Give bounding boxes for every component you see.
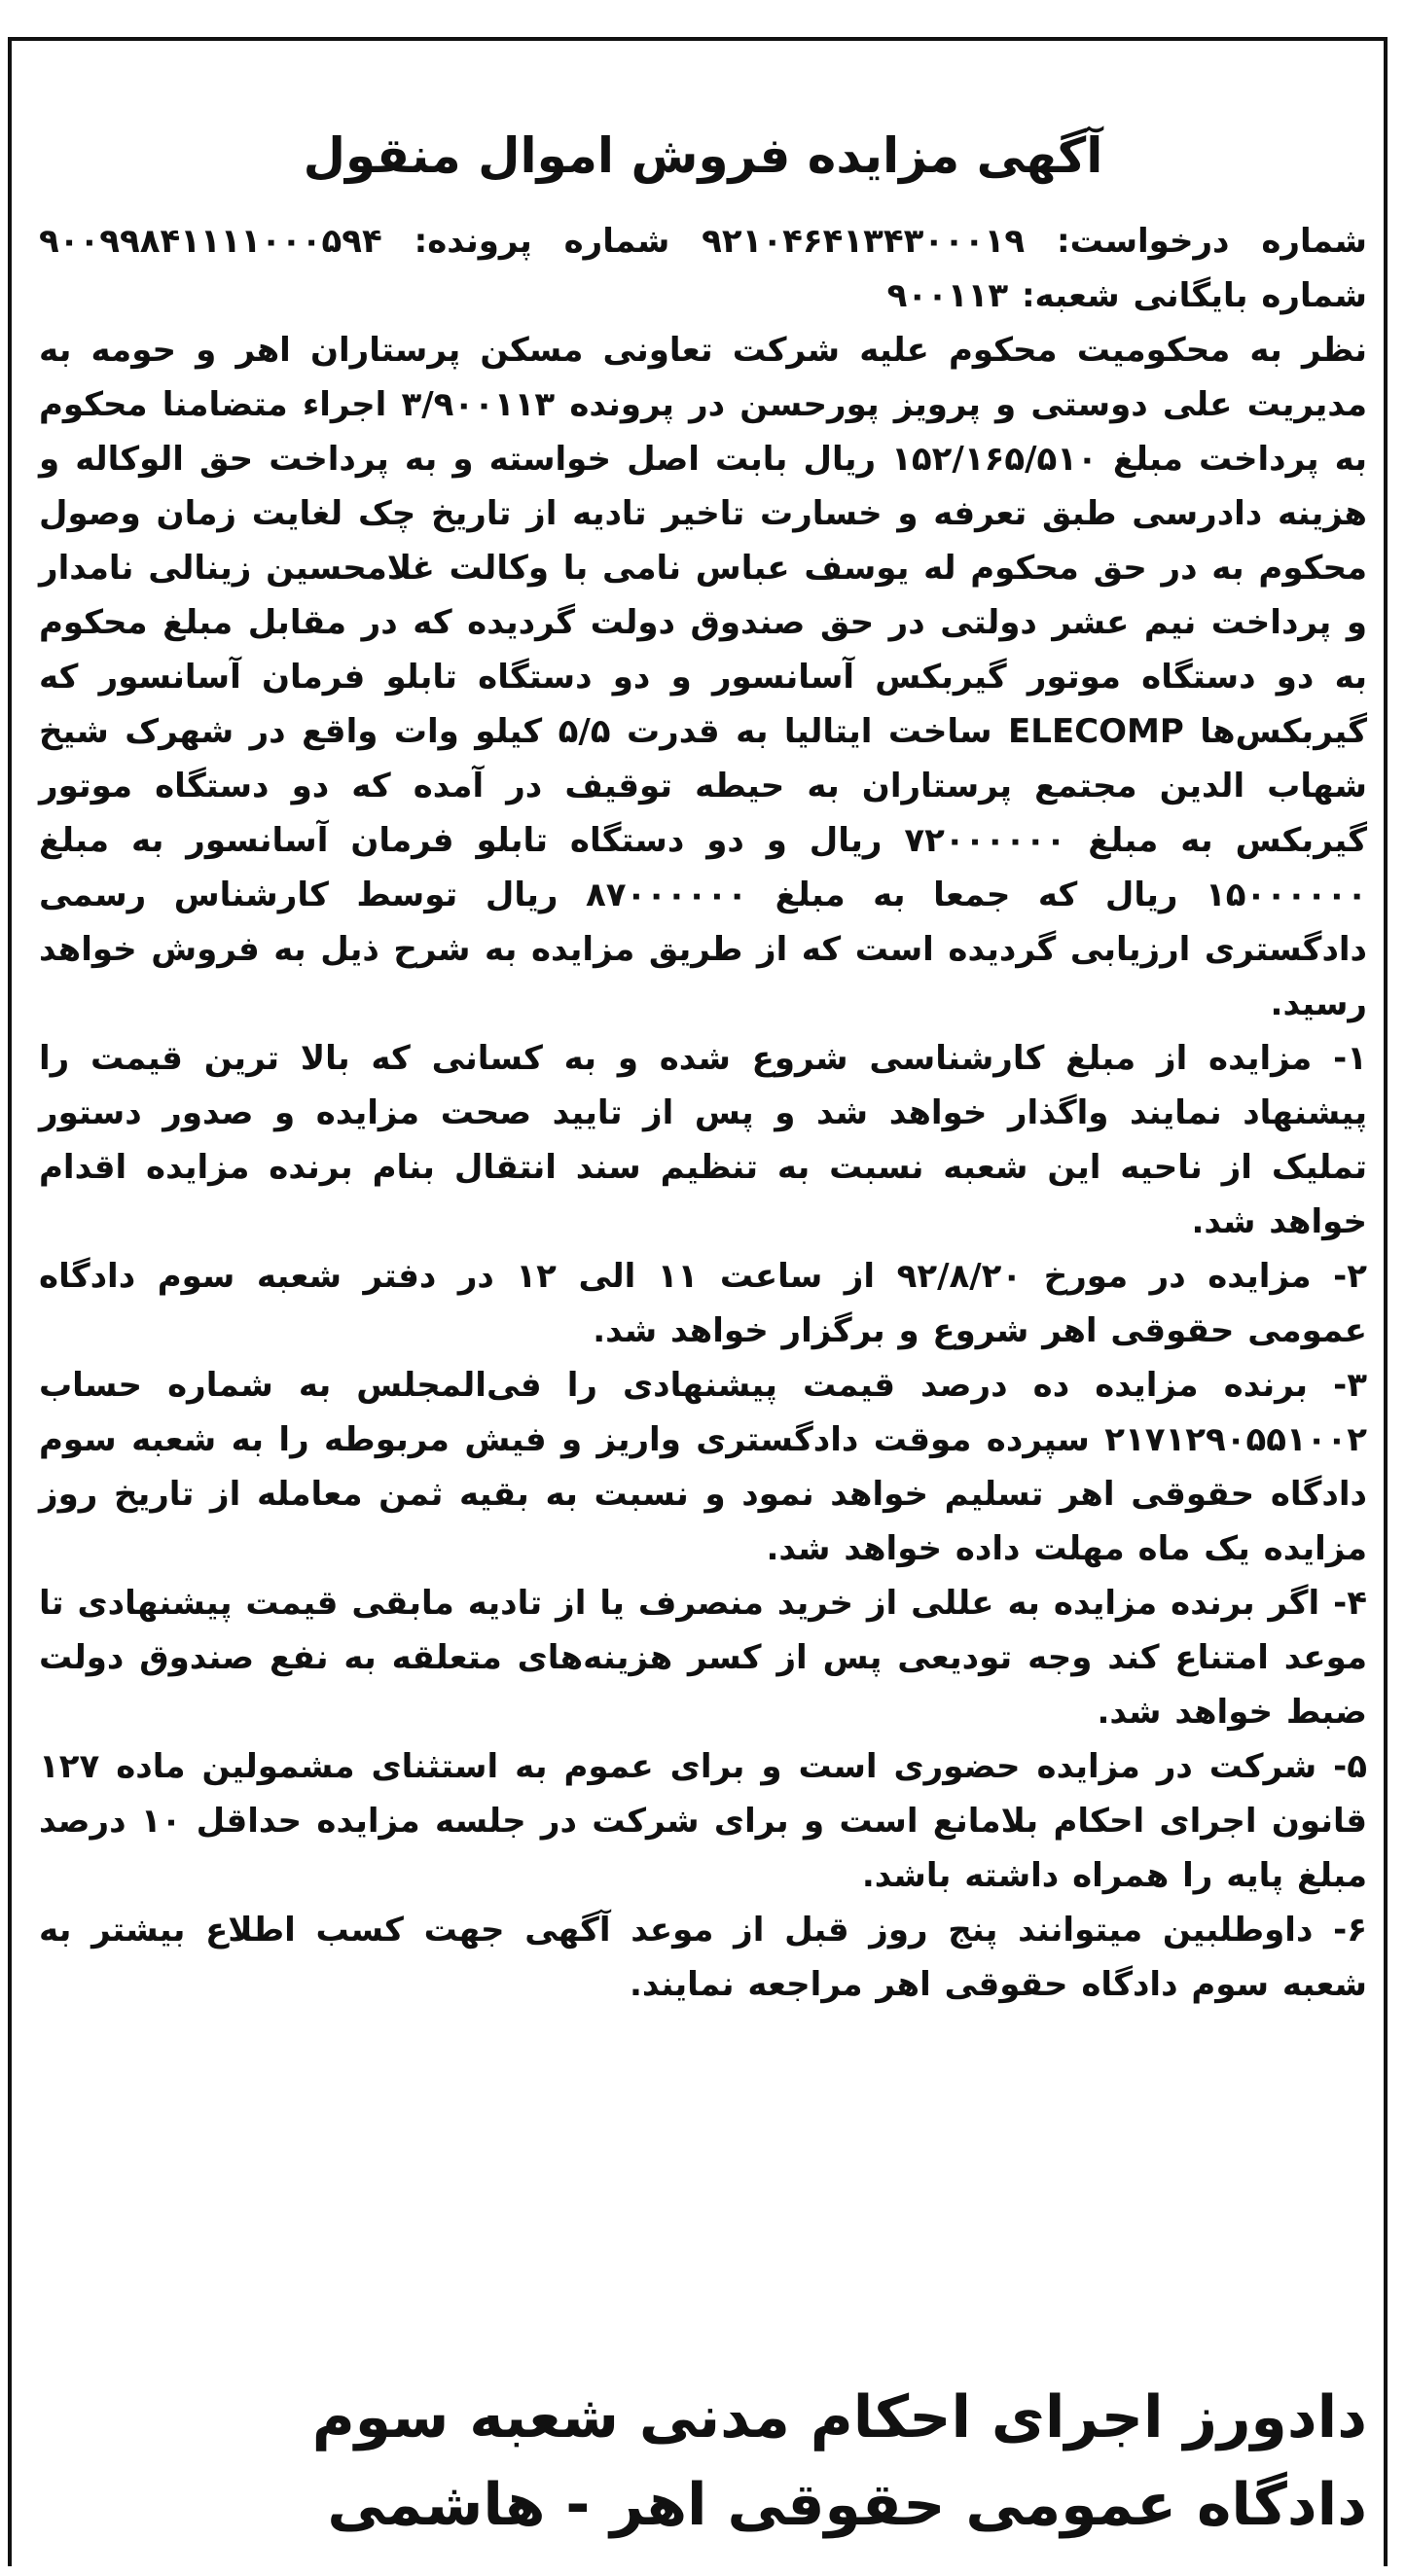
condition-6-paragraph: ۶- داوطلبین میتوانند پنج روز قبل از موعد آگهی جهت کسب اطلاع بیشتر به شعبه سوم دادگاه حقوقی اهر مراجعه نمایند. [39, 1911, 1367, 2004]
signature-block [39, 2374, 1367, 2549]
notice-title: آگهی مزایده فروش اموال منقول [303, 127, 1103, 184]
signature-line-1: دادورز اجرای احکام مدنی شعبه سوم [311, 2383, 1367, 2451]
signature-line-2: دادگاه عمومی حقوقی اهر - هاشمی [327, 2471, 1367, 2539]
condition-4-paragraph: ۴- اگر برنده مزایده به عللی از خرید منصرف یا از تادیه مابقی قیمت پیشنهادی تا موعد امتناع کند وجه تودیعی پس از کسر هزینه‌های متعلقه به نفع صندوق دولت ضبط خواهد شد. [39, 1584, 1367, 1732]
condition-1-paragraph: ۱- مزایده از مبلغ کارشناسی شروع شده و به کسانی که بالا ترین قیمت را پیشنهاد نمایند واگذار خواهد شد و پس از تایید صحت مزایده و صدور دستور تملیک از ناحیه این شعبه نسبت به تنظیم سند انتقال بنام برنده مزایده اقدام خواهد شد. [39, 1039, 1367, 1241]
condition-2-paragraph: ۲- مزایده در مورخ ۹۲/۸/۲۰ از ساعت ۱۱ الی ۱۲ در دفتر شعبه سوم دادگاه عمومی حقوقی اهر شروع و برگزار خواهد شد. [39, 1257, 1367, 1350]
auction-notice [39, 78, 1367, 2012]
condition-3-paragraph: ۳- برنده مزایده ده درصد قیمت پیشنهادی را فی‌المجلس به شماره حساب ۲۱۷۱۲۹۰۵۵۱۰۰۲ سپرده موقت دادگستری واریز و فیش مربوطه را به شعبه سوم دادگاه حقوقی اهر تسلیم خواهد نمود و نسبت به بقیه ثمن معامله از تاریخ روز مزایده یک ماه مهلت داده خواهد شد. [39, 1366, 1367, 1568]
condition-5-paragraph: ۵- شرکت در مزایده حضوری است و برای عموم به استثنای مشمولین ماده ۱۲۷ قانون اجرای احکام بلامانع است و برای شرکت در جلسه مزایده حداقل ۱۰ درصد مبلغ پایه را همراه داشته باشد. [39, 1747, 1367, 1895]
case-numbers-paragraph: شماره درخواست: ۹۲۱۰۴۶۴۱۳۴۳۰۰۰۱۹ شماره پرونده: ۹۰۰۹۹۸۴۱۱۱۱۰۰۰۵۹۴ شماره بایگانی شعبه: ۹۰۰۱۱۳ [39, 222, 1367, 315]
judgment-paragraph: نظر به محکومیت محکوم علیه شرکت تعاونی مسکن پرستاران اهر و حومه به مدیریت علی دوستی و پرویز پورحسن در پرونده ۳/۹۰۰۱۱۳ اجراء متضامنا محکوم به پرداخت مبلغ ۱۵۲/۱۶۵/۵۱۰ ریال بابت اصل خواسته و به پرداخت حق الوکاله و هزینه دادرسی طبق تعرفه و خسارت تاخیر تادیه از تاریخ چک لغایت زمان وصول محکوم به در حق محکوم له یوسف عباس نامی با وکالت غلامحسین زینالی نامدار و پرداخت نیم عشر دولتی در حق صندوق دولت گردیده که در مقابل مبلغ محکوم به دو دستگاه موتور گیربکس آسانسور و دو دستگاه تابلو فرمان آسانسور که گیربکس‌ها ELECOMP ساخت ایتالیا به قدرت ۵/۵ کیلو وات واقع در شهرک شیخ شهاب الدین مجتمع پرستاران به حیطه توقیف در آمده که دو دستگاه موتور گیربکس به مبلغ ۷۲۰۰۰۰۰۰ ریال و دو دستگاه تابلو فرمان آسانسور به مبلغ ۱۵۰۰۰۰۰۰ ریال که جمعا به مبلغ ۸۷۰۰۰۰۰۰ ریال توسط کارشناس رسمی دادگستری ارزیابی گردیده است که از طریق مزایده به شرح ذیل به فروش خواهد رسید. [39, 331, 1368, 1023]
